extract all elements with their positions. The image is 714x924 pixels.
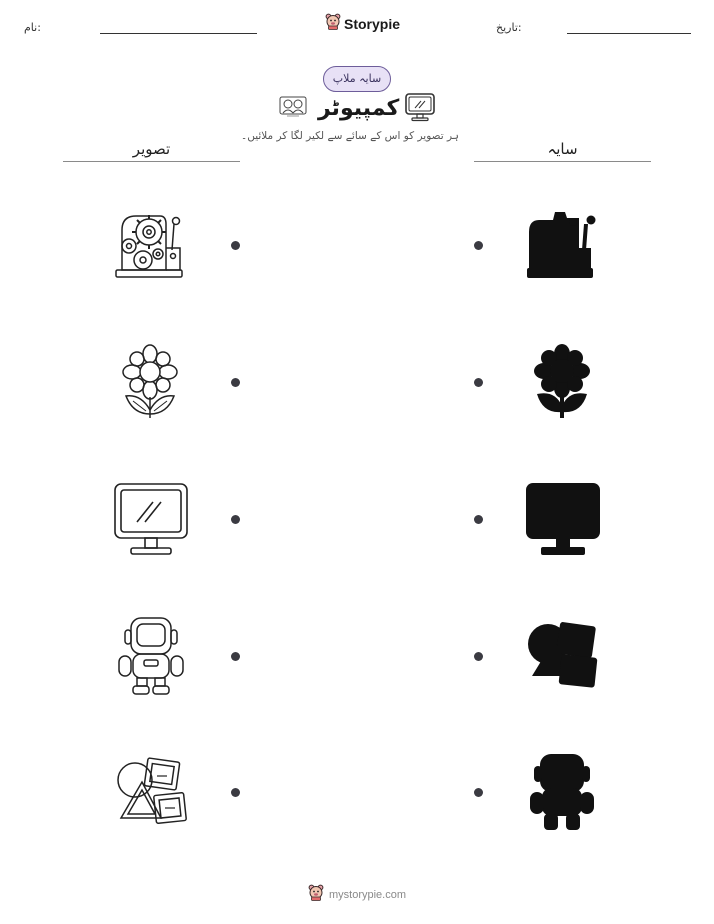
picture-dot-1[interactable] bbox=[231, 241, 240, 250]
pictures-heading-line bbox=[63, 161, 240, 162]
picture-flower bbox=[121, 344, 179, 420]
name-label: نام: bbox=[24, 21, 41, 34]
shadow-dot-1[interactable] bbox=[474, 241, 483, 250]
brand-name: Storypie bbox=[344, 15, 401, 32]
activity-badge: سایہ ملاپ bbox=[323, 66, 391, 92]
picture-dot-3[interactable] bbox=[231, 515, 240, 524]
shadows-heading-line bbox=[474, 161, 651, 162]
date-label: تاریخ: bbox=[496, 21, 522, 34]
storypie-logo-icon bbox=[308, 884, 324, 905]
picture-dot-4[interactable] bbox=[231, 652, 240, 661]
picture-dot-5[interactable] bbox=[231, 788, 240, 797]
footer bbox=[308, 884, 406, 905]
shadow-flower bbox=[533, 344, 591, 420]
shadow-dot-5[interactable] bbox=[474, 788, 483, 797]
brand bbox=[325, 13, 400, 34]
pictures-heading: تصویر bbox=[132, 140, 171, 158]
page-title: کمپیوٹر bbox=[318, 96, 400, 121]
date-line[interactable] bbox=[567, 33, 691, 34]
shadows-heading: سایہ bbox=[547, 140, 578, 158]
picture-robot bbox=[117, 616, 185, 696]
storypie-logo-icon bbox=[325, 13, 341, 34]
monitor-icon bbox=[404, 92, 436, 126]
shadow-dot-2[interactable] bbox=[474, 378, 483, 387]
shadow-dot-4[interactable] bbox=[474, 652, 483, 661]
instruction-text: ہر تصویر کو اس کے سائے سے لکیر لگا کر ملائیں۔ bbox=[241, 130, 459, 142]
shadow-shapes bbox=[526, 620, 602, 690]
footer-url[interactable]: mystorypie.com bbox=[329, 888, 407, 901]
picture-machine-gears bbox=[114, 210, 186, 280]
shadow-machine-gears bbox=[525, 210, 601, 280]
picture-shapes bbox=[115, 756, 189, 828]
shadow-robot bbox=[528, 752, 596, 832]
shadow-computer-monitor bbox=[525, 482, 601, 558]
name-line[interactable] bbox=[100, 33, 257, 34]
picture-dot-2[interactable] bbox=[231, 378, 240, 387]
kids-icon bbox=[279, 96, 307, 122]
picture-computer-monitor bbox=[113, 482, 189, 558]
shadow-dot-3[interactable] bbox=[474, 515, 483, 524]
